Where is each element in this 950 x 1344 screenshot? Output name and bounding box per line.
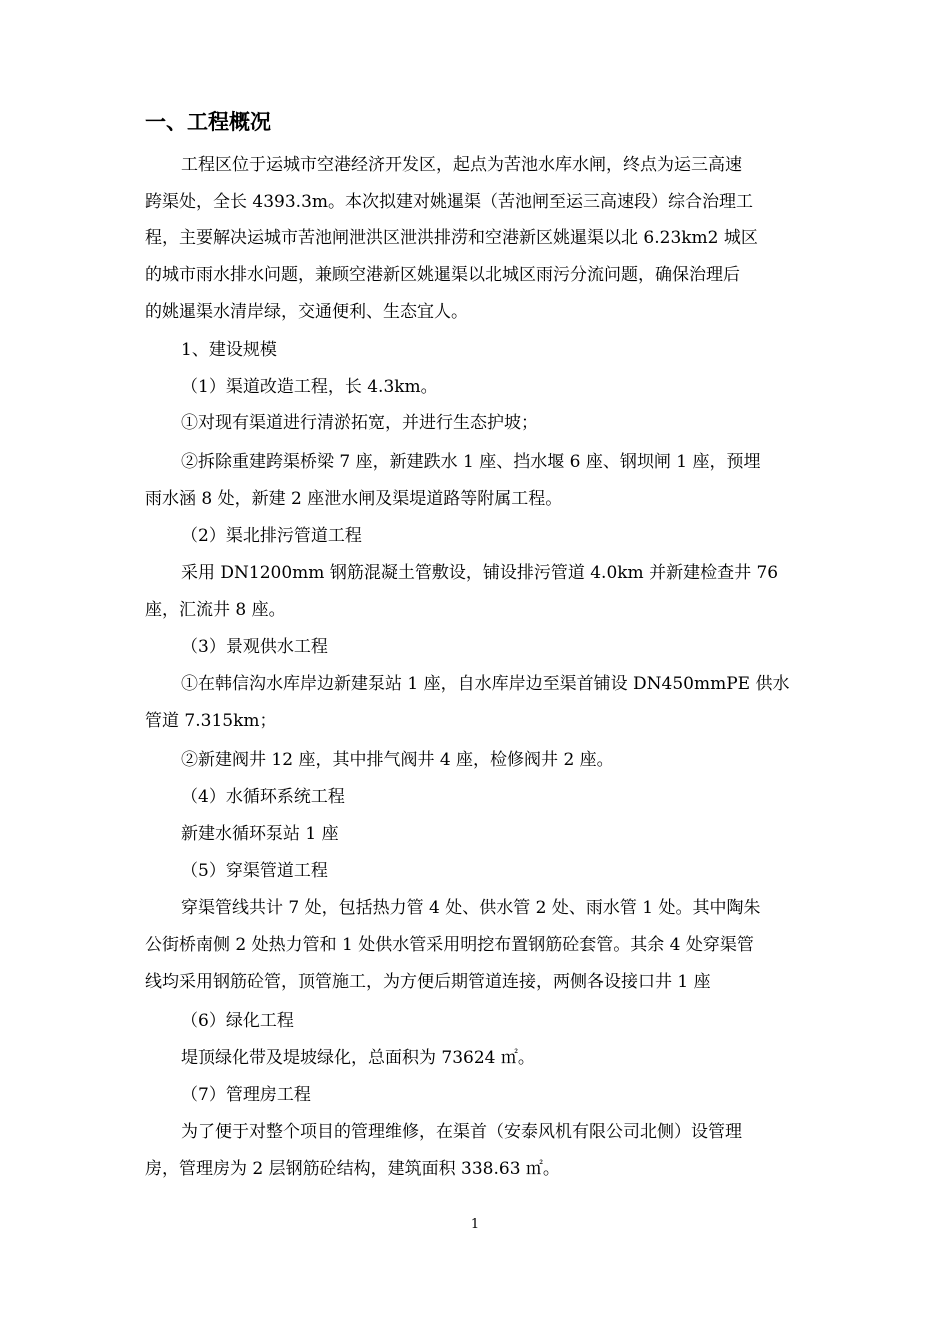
item-title: （5）穿渠管道工程 bbox=[181, 861, 328, 881]
item-title: （6）绿化工程 bbox=[181, 1011, 294, 1031]
item-title: （3）景观供水工程 bbox=[181, 637, 328, 657]
paragraph-line: 程，主要解决运城市苦池闸泄洪区泄洪排涝和空港新区姚暹渠以北 6.23km2 城区 bbox=[145, 228, 758, 248]
paragraph-line: ①对现有渠道进行清淤拓宽，并进行生态护坡； bbox=[181, 413, 538, 433]
paragraph-line: 采用 DN1200mm 钢筋混凝土管敷设，铺设排污管道 4.0km 并新建检查井 76 bbox=[181, 563, 779, 583]
paragraph-line: 跨渠处，全长 4393.3m。本次拟建对姚暹渠（苦池闸至运三高速段）综合治理工 bbox=[145, 192, 754, 212]
paragraph-line: 工程区位于运城市空港经济开发区，起点为苦池水库水闸，终点为运三高速 bbox=[181, 155, 742, 175]
paragraph-line: 雨水涵 8 处，新建 2 座泄水闸及渠堤道路等附属工程。 bbox=[145, 489, 563, 509]
item-title: （7）管理房工程 bbox=[181, 1085, 311, 1105]
paragraph-line: 的城市雨水排水问题，兼顾空港新区姚暹渠以北城区雨污分流问题，确保治理后 bbox=[145, 265, 740, 285]
paragraph-line: 公街桥南侧 2 处热力管和 1 处供水管采用明挖布置钢筋砼套管。其余 4 处穿渠管 bbox=[145, 935, 754, 955]
paragraph-line: 管道 7.315km； bbox=[145, 711, 277, 731]
section-heading: 一、工程概况 bbox=[145, 110, 271, 134]
paragraph-line: 线均采用钢筋砼管，顶管施工，为方便后期管道连接，两侧各设接口井 1 座 bbox=[145, 972, 711, 992]
item-title: （2）渠北排污管道工程 bbox=[181, 526, 362, 546]
item-title: （4）水循环系统工程 bbox=[181, 787, 345, 807]
paragraph-line: ①在韩信沟水库岸边新建泵站 1 座，自水库岸边至渠首铺设 DN450mmPE 供水 bbox=[181, 674, 790, 694]
paragraph-line: ②新建阀井 12 座，其中排气阀井 4 座，检修阀井 2 座。 bbox=[181, 750, 614, 770]
paragraph-line: 房，管理房为 2 层钢筋砼结构，建筑面积 338.63 ㎡。 bbox=[145, 1159, 560, 1179]
paragraph-line: ②拆除重建跨渠桥梁 7 座，新建跌水 1 座、挡水堰 6 座、钢坝闸 1 座，预埋 bbox=[181, 452, 761, 472]
subsection-title: 1、建设规模 bbox=[181, 340, 277, 360]
page-number: 1 bbox=[470, 1217, 480, 1232]
item-title: （1）渠道改造工程，长 4.3km。 bbox=[181, 377, 438, 397]
paragraph-line: 为了便于对整个项目的管理维修，在渠首（安泰风机有限公司北侧）设管理 bbox=[181, 1122, 742, 1142]
paragraph-line: 堤顶绿化带及堤坡绿化，总面积为 73624 ㎡。 bbox=[181, 1048, 535, 1068]
paragraph-line: 座，汇流井 8 座。 bbox=[145, 600, 286, 620]
paragraph-line: 穿渠管线共计 7 处，包括热力管 4 处、供水管 2 处、雨水管 1 处。其中陶朱 bbox=[181, 898, 761, 918]
paragraph-line: 的姚暹渠水清岸绿，交通便利、生态宜人。 bbox=[145, 302, 468, 322]
paragraph-line: 新建水循环泵站 1 座 bbox=[181, 824, 339, 844]
